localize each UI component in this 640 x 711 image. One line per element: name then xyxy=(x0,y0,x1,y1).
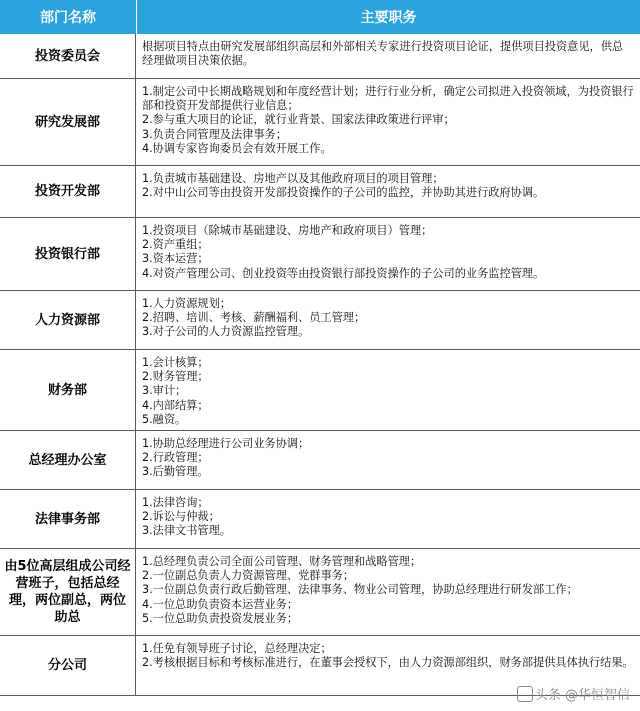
duty-line: 3.一位副总负责行政后勤管理、法律事务、物业公司管理，协助总经理进行研发部工作； xyxy=(142,583,578,597)
table-row xyxy=(0,79,640,166)
duty-line: 1.协助总经理进行公司业务协调； xyxy=(142,437,310,450)
dept-duties xyxy=(136,218,640,290)
table-body xyxy=(0,34,640,696)
dept-name: 投资银行部 xyxy=(0,218,136,290)
table-row xyxy=(0,166,640,218)
toutiao-logo-icon xyxy=(517,686,533,702)
table-row xyxy=(0,34,640,79)
dept-duties xyxy=(136,549,640,635)
duty-line: 根据项目特点由研究发展部组织高层和外部相关专家进行投资项目论证，提供项目投资意见，供总经理做项目决策依据。 xyxy=(142,40,624,68)
duty-line: 1.人力资源规划； xyxy=(142,297,231,310)
duty-line: 1.法律咨询； xyxy=(142,496,209,509)
duty-line: 2.一位副总负责人力资源管理、党群事务； xyxy=(142,569,355,583)
table-row xyxy=(0,490,640,549)
dept-name: 财务部 xyxy=(0,350,136,430)
dept-name: 投资委员会 xyxy=(0,34,136,78)
table-row xyxy=(0,350,640,431)
duty-line: 3.对子公司的人力资源监控管理。 xyxy=(142,325,310,339)
duty-line: 3.法律文书管理。 xyxy=(142,524,231,538)
table-row xyxy=(0,431,640,490)
duty-line: 5.融资。 xyxy=(142,412,187,426)
duty-line: 4.内部结算； xyxy=(142,398,209,412)
duty-line: 3.审计； xyxy=(142,384,187,398)
duty-line: 2.资产重组； xyxy=(142,238,209,252)
header-duties: 主要职务 xyxy=(360,10,417,26)
dept-name: 由5位高层组成公司经营班子，包括总经理，两位副总，两位助总 xyxy=(0,549,136,635)
duty-line: 1.负责城市基础建设、房地产以及其他政府项目的项目管理； xyxy=(142,172,444,185)
table-row xyxy=(0,549,640,636)
duty-line: 1.任免有领导班子讨论，总经理决定； xyxy=(142,642,332,655)
dept-duties xyxy=(136,490,640,548)
dept-duties xyxy=(136,34,640,78)
duty-line: 2.行政管理； xyxy=(142,451,209,465)
duty-line: 2.诉讼与仲裁； xyxy=(142,510,220,524)
duty-line: 3.后勤管理。 xyxy=(142,465,209,479)
table-row xyxy=(0,218,640,291)
dept-name: 分公司 xyxy=(0,636,136,695)
duty-line: 1.会计核算； xyxy=(142,356,209,369)
watermark: 头条 @华恒智信 xyxy=(517,684,630,703)
dept-duties xyxy=(136,350,640,430)
table-header xyxy=(0,0,640,34)
duty-line: 1.总经理负责公司全面公司管理、财务管理和战略管理； xyxy=(142,555,422,568)
duty-line: 4.对资产管理公司、创业投资等由投资银行部投资操作的子公司的业务监控管理。 xyxy=(142,266,545,280)
duty-line: 2.考核根据目标和考核标准进行，在董事会授权下，由人力资源部组织，财务部提供具体执行结果。 xyxy=(142,656,634,670)
dept-duties xyxy=(136,291,640,349)
duty-line: 1.制定公司中长期战略规划和年度经营计划；进行行业分析，确定公司拟进入投资领域，为投资银行部和投资开发部提供行业信息； xyxy=(142,85,634,113)
dept-name: 人力资源部 xyxy=(0,291,136,349)
duty-line: 3.负责合同管理及法律事务； xyxy=(142,127,287,141)
duty-line: 2.参与重大项目的论证，就行业背景、国家法律政策进行评审； xyxy=(142,113,455,127)
dept-name: 法律事务部 xyxy=(0,490,136,548)
duty-line: 4.一位总助负责资本运营业务； xyxy=(142,597,299,611)
header-dept: 部门名称 xyxy=(0,0,137,34)
duty-line: 4.协调专家咨询委员会有效开展工作。 xyxy=(142,141,332,155)
dept-duties xyxy=(136,431,640,489)
duty-line: 2.对中山公司等由投资开发部投资操作的子公司的监控，并协助其进行政府协调。 xyxy=(142,186,545,200)
duty-line: 1.投资项目（除城市基础建设、房地产和政府项目）管理； xyxy=(142,224,433,237)
duty-line: 5.一位总助负责投资发展业务； xyxy=(142,611,299,625)
dept-name: 投资开发部 xyxy=(0,166,136,217)
duty-line: 2.财务管理； xyxy=(142,370,209,384)
dept-name: 研究发展部 xyxy=(0,79,136,165)
dept-name: 总经理办公室 xyxy=(0,431,136,489)
duty-line: 3.资本运营； xyxy=(142,252,209,266)
dept-duties xyxy=(136,166,640,217)
dept-duties xyxy=(136,79,640,165)
duty-line: 2.招聘、培训、考核、薪酬福利、员工管理； xyxy=(142,311,366,325)
table-row xyxy=(0,291,640,350)
